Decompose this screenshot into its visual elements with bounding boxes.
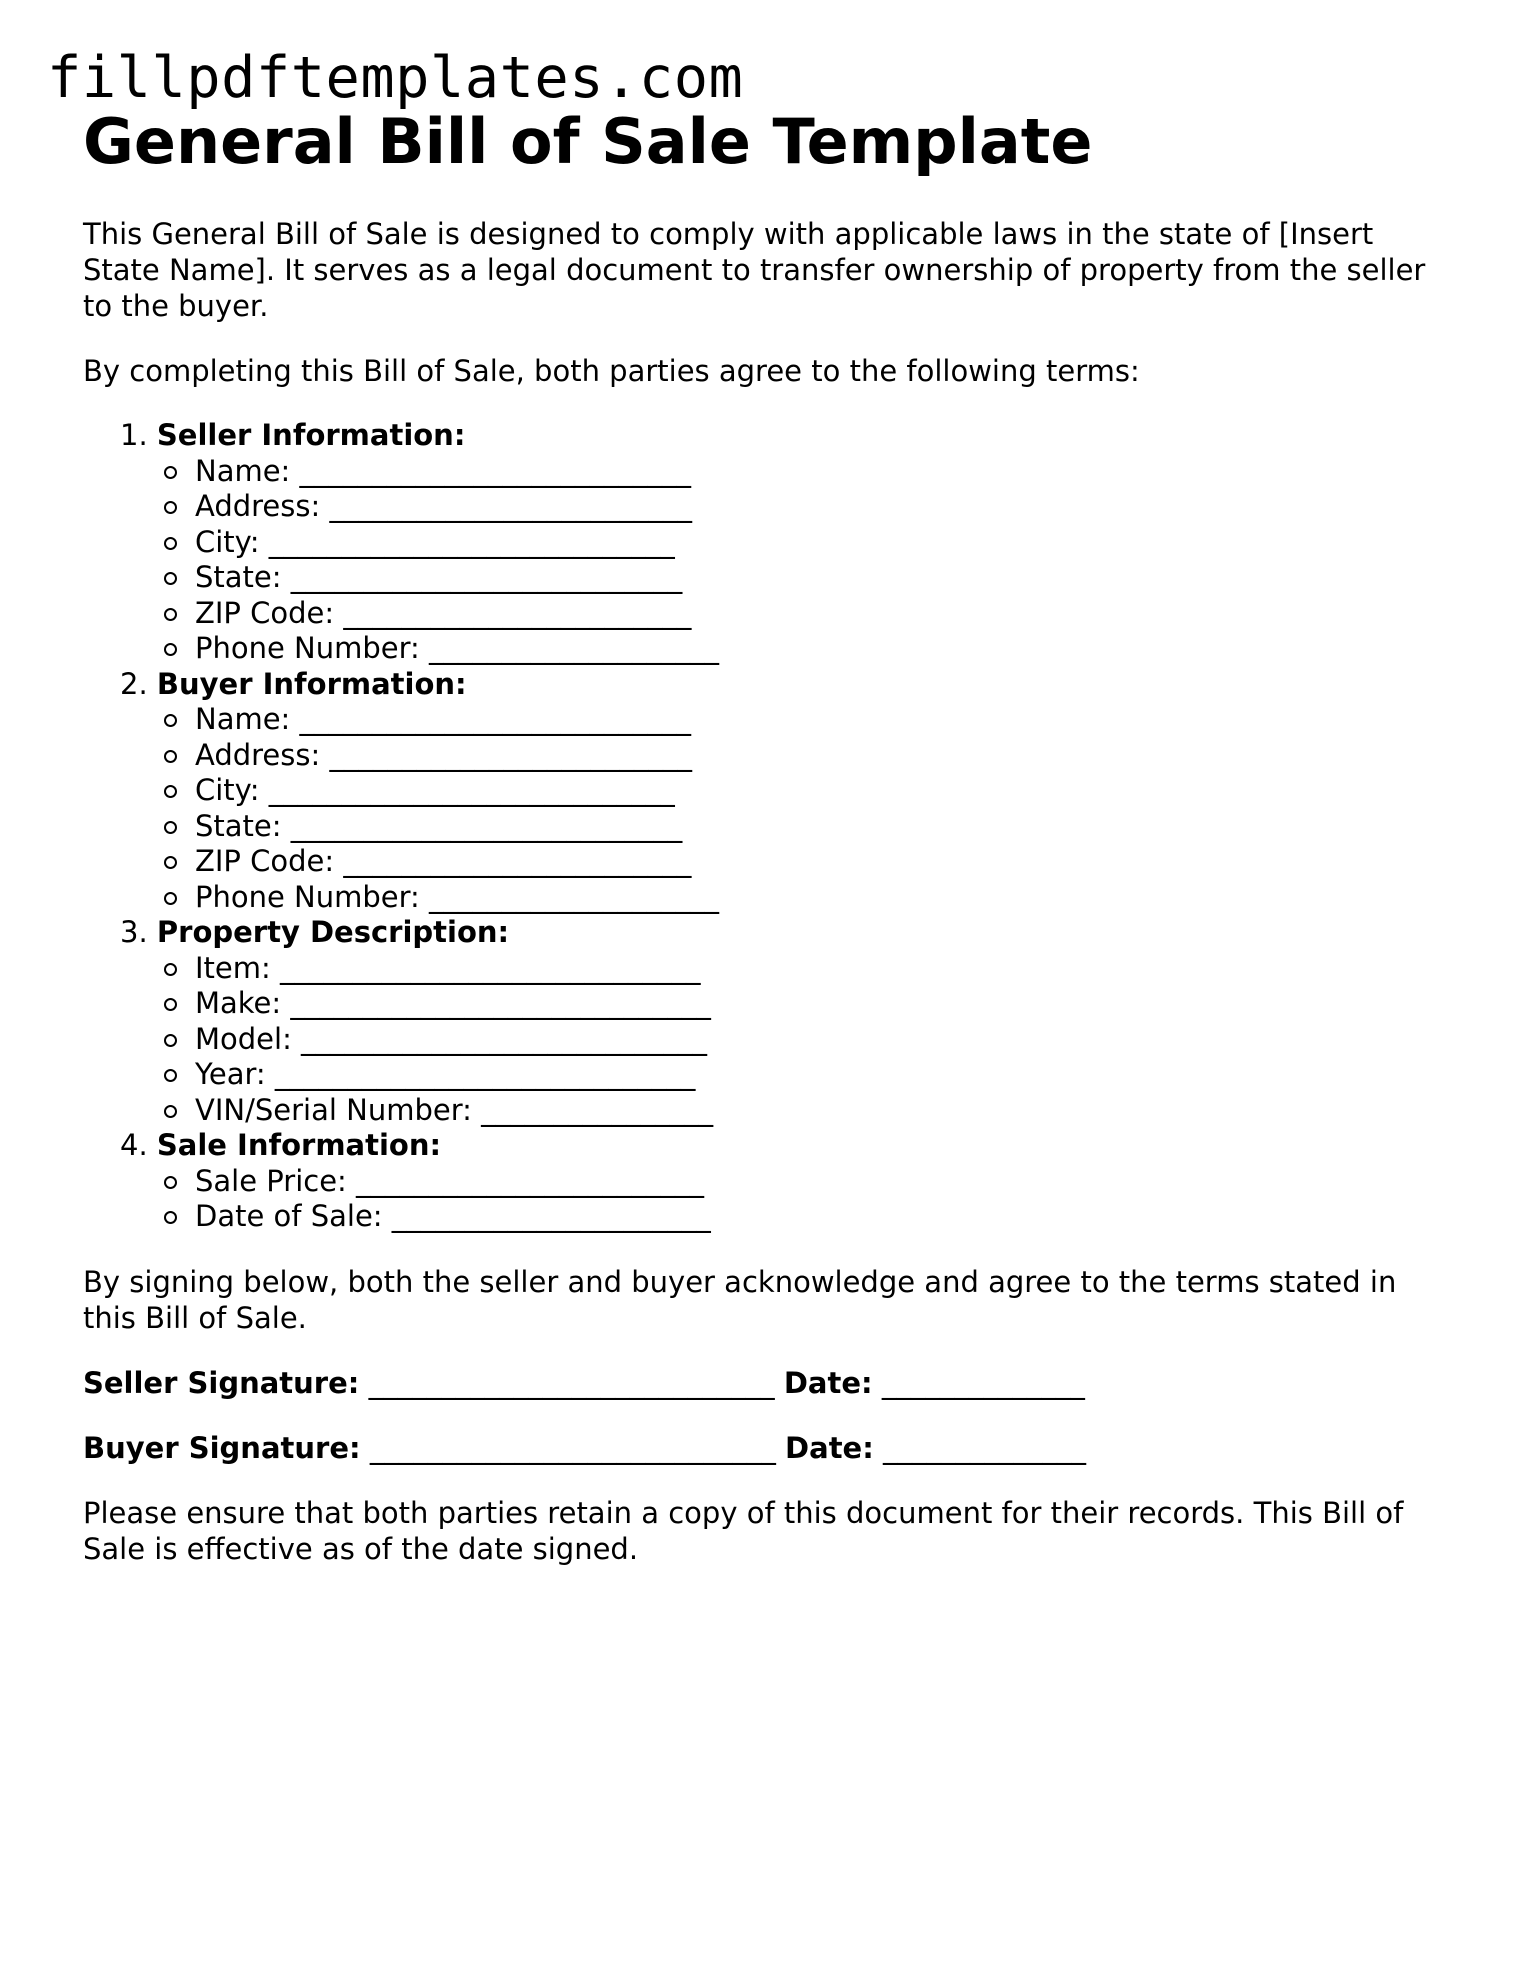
field-seller-address[interactable]: Address: _________________________ (195, 489, 1443, 525)
section-heading (120, 1128, 1443, 1164)
field-seller-zip[interactable]: ZIP Code: ________________________ (195, 596, 1443, 632)
page-title: General Bill of Sale Template (83, 105, 1093, 178)
bullet-icon (164, 1069, 177, 1082)
section-number: 3. (120, 915, 148, 949)
field-buyer-city[interactable]: City: ____________________________ (195, 773, 1443, 809)
field-seller-name[interactable]: Name: ___________________________ (195, 454, 1443, 490)
buyer-date-label: Date: (785, 1430, 874, 1465)
seller-date-label: Date: (783, 1365, 873, 1400)
bullet-icon (164, 821, 177, 834)
bullet-icon (164, 537, 177, 550)
section-heading (120, 418, 1443, 454)
bullet-icon (164, 998, 177, 1011)
section-heading (120, 915, 1443, 951)
field-year[interactable]: Year: _____________________________ (195, 1057, 1443, 1093)
section-sale-information (120, 1128, 1443, 1235)
bullet-icon (164, 608, 177, 621)
section-seller-information (120, 418, 1443, 667)
field-list (120, 454, 1443, 667)
watermark: fillpdftemplates.com (47, 45, 744, 111)
field-buyer-address[interactable]: Address: _________________________ (195, 738, 1443, 774)
bullet-icon (164, 572, 177, 585)
section-number: 4. (120, 1128, 148, 1162)
intro-paragraph: This General Bill of Sale is designed to comply with applicable laws in the state of [Insert State Name]. It serves as a legal document to transfer ownership of property from the seller to the buyer. (83, 217, 1426, 323)
section-property-description (120, 915, 1443, 1128)
field-buyer-phone[interactable]: Phone Number: ____________________ (195, 880, 1443, 916)
field-vin-serial[interactable]: VIN/Serial Number: ________________ (195, 1093, 1443, 1129)
buyer-signature-label: Buyer Signature: (83, 1430, 361, 1465)
bullet-icon (164, 1034, 177, 1047)
seller-date-line[interactable]: ______________ (881, 1365, 1085, 1400)
field-seller-phone[interactable]: Phone Number: ____________________ (195, 631, 1443, 667)
seller-signature-line[interactable]: ____________________________ (368, 1365, 775, 1400)
bullet-icon (164, 501, 177, 514)
bullet-icon (164, 643, 177, 656)
section-number: 2. (120, 666, 148, 701)
field-model[interactable]: Model: ____________________________ (195, 1022, 1443, 1058)
section-title: Property Description: (156, 915, 510, 949)
field-list (120, 1164, 1443, 1235)
bullet-icon (164, 750, 177, 763)
buyer-date-line[interactable]: ______________ (883, 1430, 1087, 1465)
section-title: Sale Information: (156, 1128, 442, 1162)
section-number: 1. (120, 418, 148, 452)
bullet-icon (164, 1105, 177, 1118)
field-list (120, 951, 1443, 1129)
buyer-signature-line[interactable]: ____________________________ (369, 1430, 776, 1465)
field-buyer-state[interactable]: State: ___________________________ (195, 809, 1443, 845)
field-make[interactable]: Make: _____________________________ (195, 986, 1443, 1022)
field-sale-price[interactable]: Sale Price: ________________________ (195, 1164, 1443, 1200)
document (83, 104, 1443, 1567)
bullet-icon (164, 1211, 177, 1224)
section-buyer-information (120, 667, 1443, 916)
seller-signature-label: Seller Signature: (83, 1365, 360, 1400)
bullet-icon (164, 892, 177, 905)
bullet-icon (164, 785, 177, 798)
field-list (120, 702, 1443, 915)
field-seller-state[interactable]: State: ___________________________ (195, 560, 1443, 596)
bullet-icon (164, 856, 177, 869)
bullet-icon (164, 963, 177, 976)
buyer-signature-row (83, 1430, 1443, 1466)
agree-terms-paragraph: By completing this Bill of Sale, both parties agree to the following terms: (83, 354, 1140, 388)
bullet-icon (164, 1176, 177, 1189)
field-buyer-name[interactable]: Name: ___________________________ (195, 702, 1443, 738)
section-heading (120, 667, 1443, 703)
closing-paragraph: By signing below, both the seller and buyer acknowledge and agree to the terms stated in this Bill of Sale. (83, 1264, 1397, 1335)
field-date-of-sale[interactable]: Date of Sale: ______________________ (195, 1199, 1443, 1235)
field-buyer-zip[interactable]: ZIP Code: ________________________ (195, 844, 1443, 880)
seller-signature-row (83, 1365, 1443, 1401)
field-item[interactable]: Item: _____________________________ (195, 951, 1443, 987)
terms-list (83, 418, 1443, 1235)
section-title: Seller Information: (156, 418, 466, 452)
final-note-paragraph: Please ensure that both parties retain a copy of this document for their records. This Bill of Sale is effective as of the date signed. (83, 1495, 1404, 1566)
section-title: Buyer Information: (156, 666, 467, 701)
bullet-icon (164, 714, 177, 727)
field-seller-city[interactable]: City: ____________________________ (195, 525, 1443, 561)
bullet-icon (164, 466, 177, 479)
